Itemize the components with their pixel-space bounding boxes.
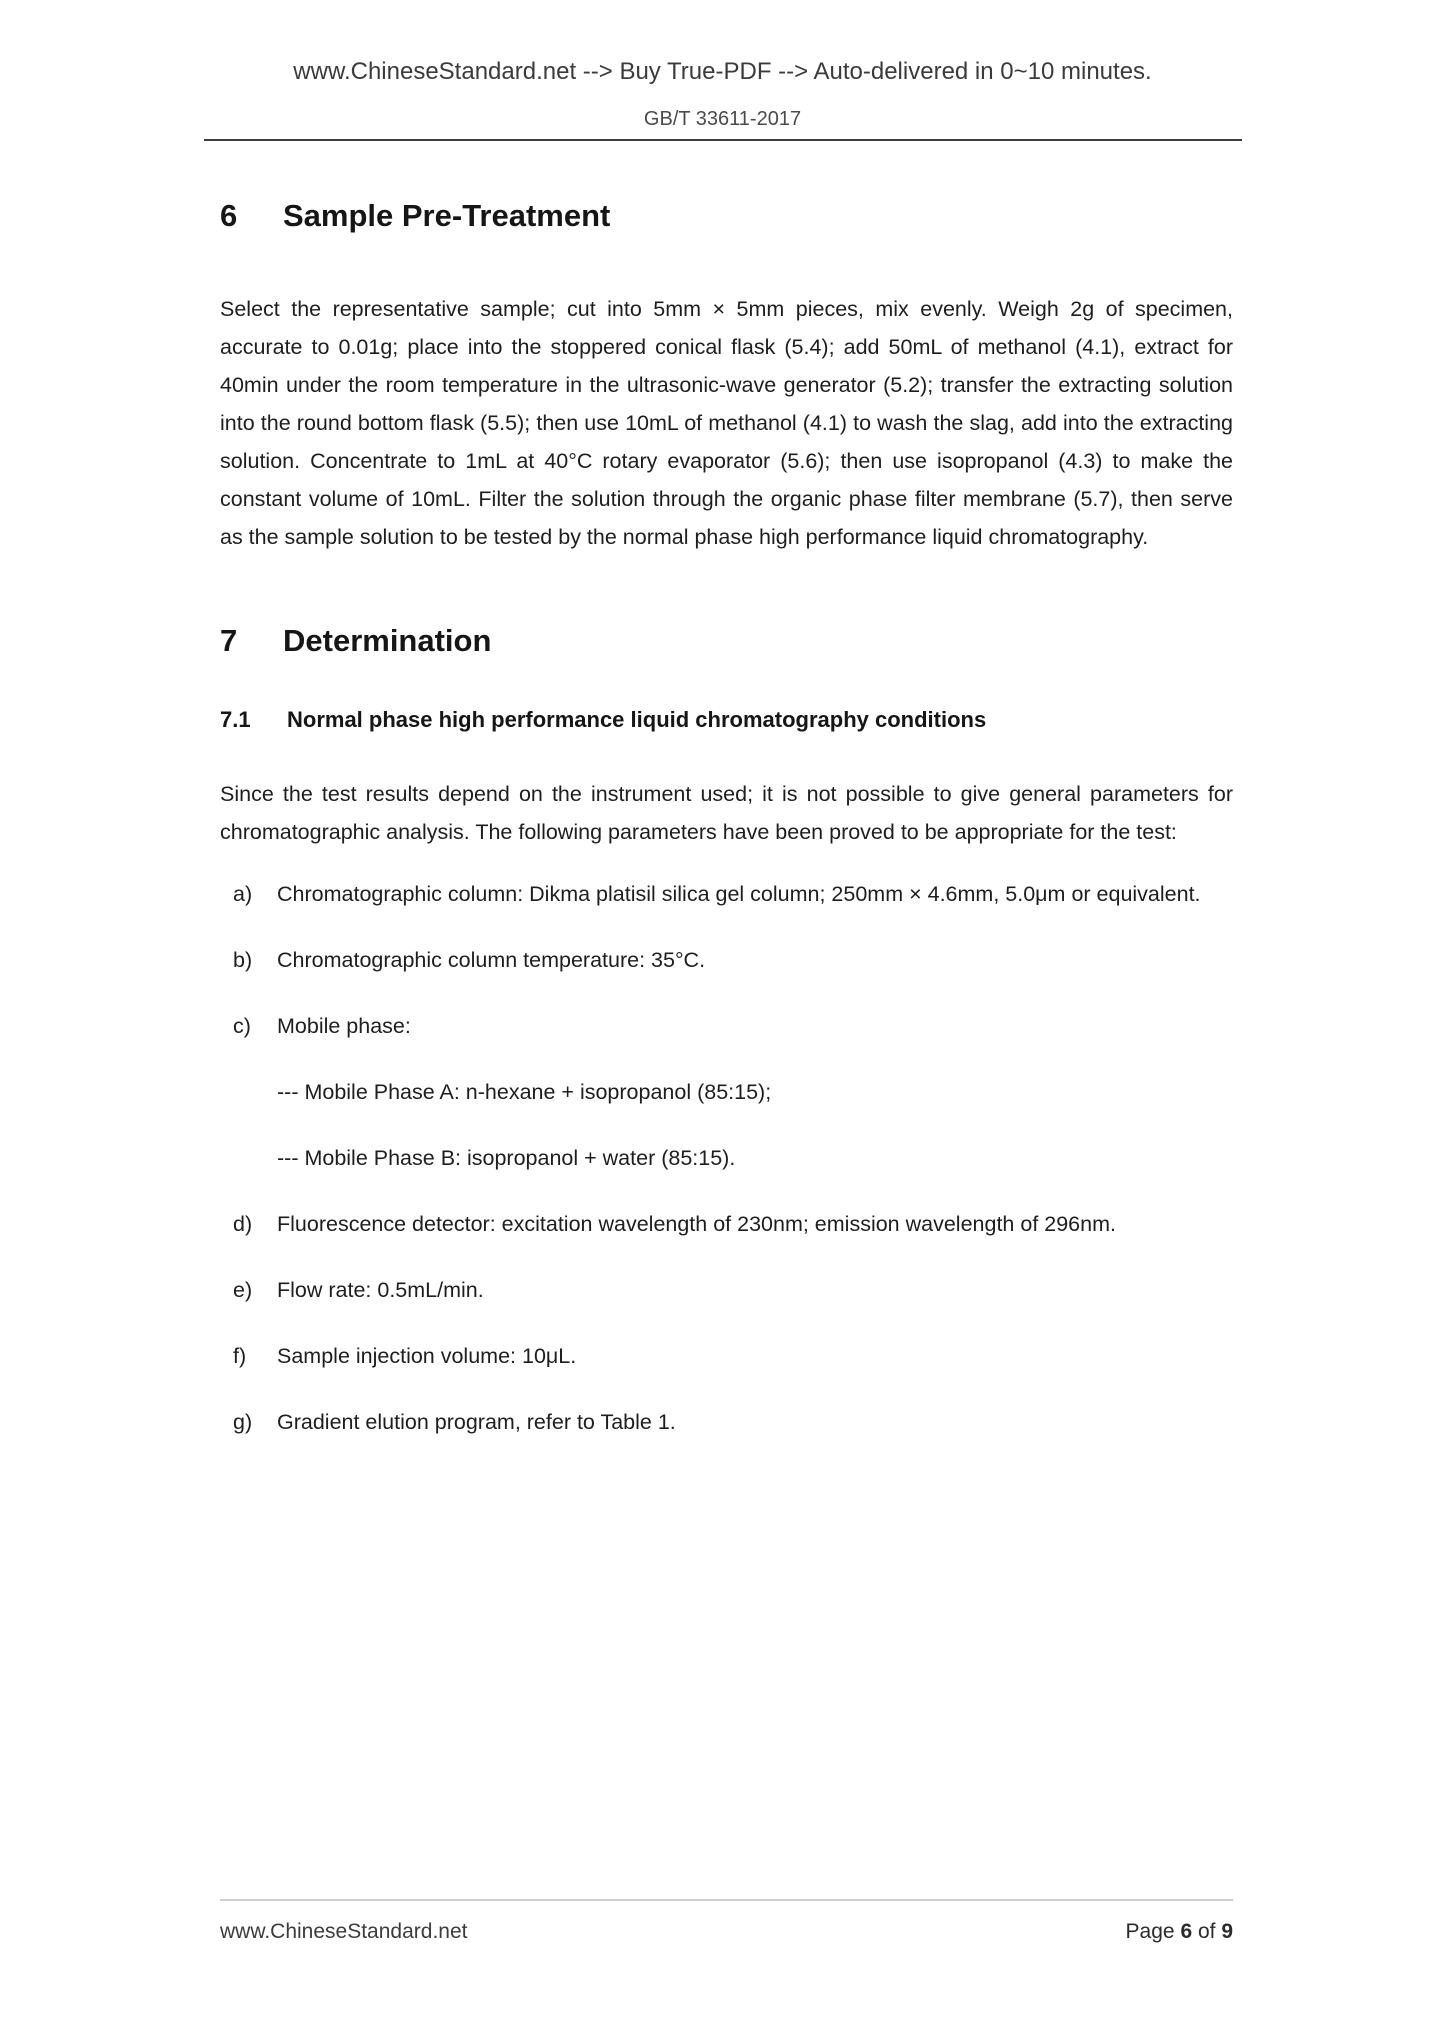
- list-item-marker: e): [233, 1278, 253, 1302]
- footer-row: [220, 1919, 1233, 1944]
- list-item-text: Chromatographic column: Dikma platisil silica gel column; 250mm × 4.6mm, 5.0μm or equivalent.: [277, 882, 1201, 906]
- page-footer: [220, 1899, 1233, 1944]
- mobile-phase-a-line: --- Mobile Phase A: n-hexane + isopropanol (85:15);: [277, 1080, 772, 1104]
- list-item-marker: d): [233, 1212, 253, 1236]
- document-body: [220, 197, 1233, 1441]
- footer-site-link[interactable]: www.ChineseStandard.net: [220, 1920, 468, 1943]
- header-promo-link[interactable]: www.ChineseStandard.net --> Buy True-PDF --> Auto-delivered in 0~10 minutes.: [293, 58, 1152, 85]
- section-7-intro-paragraph: Since the test results depend on the instrument used; it is not possible to give general parameters for chromatographic analysis. The following parameters have been proved to be appropriate for the test:: [220, 782, 1233, 844]
- list-item-text: Flow rate: 0.5mL/min.: [277, 1278, 484, 1302]
- list-item: [220, 875, 1233, 913]
- list-item-marker: b): [233, 948, 253, 972]
- header-divider: [204, 139, 1242, 141]
- list-item: [220, 1271, 1233, 1309]
- section-7-1-subheading: [220, 707, 1233, 733]
- list-item: [220, 941, 1233, 979]
- list-item: [220, 1337, 1233, 1375]
- list-item-marker: c): [233, 1014, 251, 1038]
- list-item-text: Sample injection volume: 10μL.: [277, 1344, 577, 1368]
- document-code: GB/T 33611-2017: [643, 108, 802, 130]
- page-header: [0, 0, 1445, 141]
- section-7-title: Determination: [283, 623, 492, 658]
- footer-divider: [220, 1899, 1233, 1901]
- list-item-marker: a): [233, 882, 253, 906]
- section-7-heading: [220, 622, 1233, 659]
- section-7-1-title: Normal phase high performance liquid chromatography conditions: [287, 707, 987, 732]
- list-item-marker: f): [233, 1344, 247, 1368]
- section-6-paragraph: Select the representative sample; cut into 5mm × 5mm pieces, mix evenly. Weigh 2g of specimen, accurate to 0.01g; place into the stoppered conical flask (5.4); add 50mL of methanol (4.1), extract for 40min under the room temperature in the ultrasonic-wave generator (5.2); transfer the extracting solution into the round bottom flask (5.5); then use 10mL of methanol (4.1) to wash the slag, add into the extracting solution. Concentrate to 1mL at 40°C rotary evaporator (5.6); then use isopropanol (4.3) to make the constant volume of 10mL. Filter the solution through the organic phase filter membrane (5.7), then serve as the sample solution to be tested by the normal phase high performance liquid chromatography.: [220, 297, 1233, 549]
- section-6-number: 6: [220, 198, 238, 233]
- list-item-marker: g): [233, 1410, 253, 1434]
- list-item: [220, 1403, 1233, 1441]
- page-indicator: [1126, 1919, 1233, 1944]
- section-7-1-number: 7.1: [220, 707, 251, 732]
- page-number: 6: [1180, 1920, 1193, 1943]
- list-item-text: Chromatographic column temperature: 35°C.: [277, 948, 706, 972]
- section-6-heading: [220, 197, 1233, 234]
- parameter-list: [220, 875, 1233, 1441]
- list-item-text: Gradient elution program, refer to Table 1.: [277, 1410, 676, 1434]
- list-item: [220, 1007, 1233, 1177]
- section-7-number: 7: [220, 623, 238, 658]
- list-item: [220, 1205, 1233, 1243]
- mobile-phase-b-line: --- Mobile Phase B: isopropanol + water (85:15).: [277, 1146, 736, 1170]
- page-label: Page: [1125, 1920, 1181, 1943]
- list-item-text: Mobile phase:: [277, 1014, 411, 1038]
- list-item-text: Fluorescence detector: excitation wavelength of 230nm; emission wavelength of 296nm.: [277, 1212, 1116, 1236]
- section-6-title: Sample Pre-Treatment: [283, 198, 611, 233]
- page-total: 9: [1221, 1920, 1233, 1943]
- page-of-label: of: [1192, 1920, 1222, 1943]
